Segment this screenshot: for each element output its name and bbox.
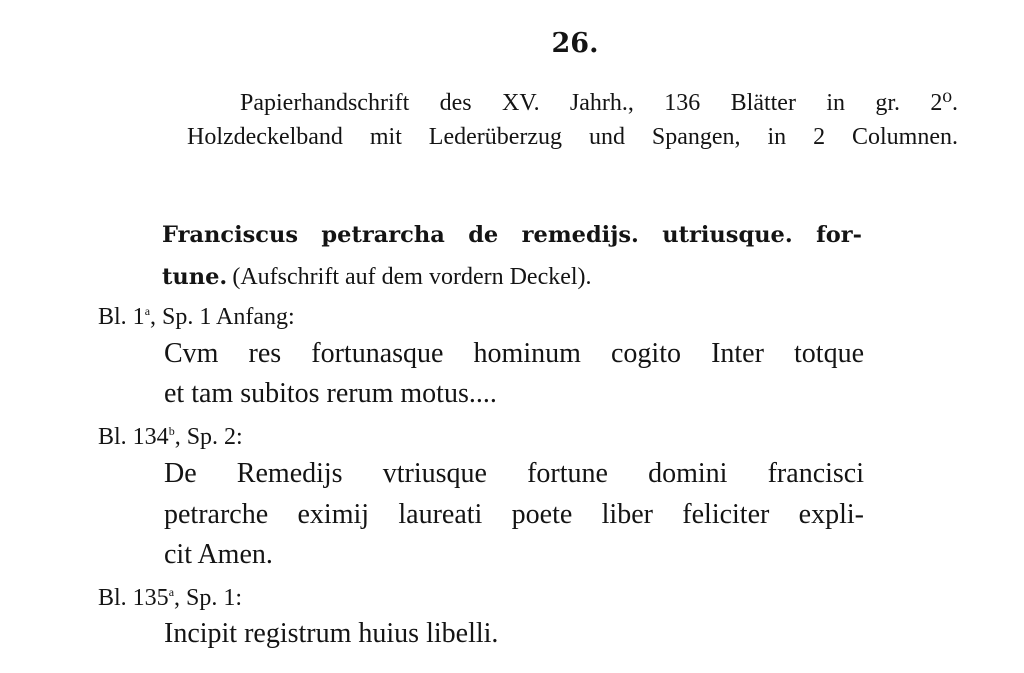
quote-line: cit Amen. bbox=[164, 539, 273, 570]
folio-ref-prefix: Bl. 135 bbox=[98, 585, 169, 611]
folio-ref-prefix: Bl. 134 bbox=[98, 424, 169, 450]
inscription-note: (Aufschrift auf dem vordern Deckel). bbox=[232, 264, 592, 290]
folio-reference bbox=[98, 425, 243, 449]
folio-ref-prefix: Bl. 1 bbox=[98, 304, 145, 330]
work-title-line-1: Franciscus petrarcha de remedijs. utriusque. for- bbox=[162, 222, 862, 248]
page-number: 26. bbox=[551, 28, 599, 59]
quote-line: Cvm res fortunasque hominum cogito Inter totque bbox=[164, 338, 864, 369]
folio-ref-suffix: , Sp. 2: bbox=[174, 424, 243, 450]
manuscript-description-line-1: Papierhandschrift des XV. Jahrh., 136 Blätter in gr. 2⁰. bbox=[240, 90, 958, 116]
folio-reference bbox=[98, 305, 295, 329]
manuscript-description-line-2: Holzdeckelband mit Lederüberzug und Spangen, in 2 Columnen. bbox=[187, 124, 958, 150]
quote-line: et tam subitos rerum motus.... bbox=[164, 378, 497, 409]
quote-line: De Remedijs vtriusque fortune domini francisci bbox=[164, 458, 864, 489]
quote-line: petrarche eximij laureati poete liber feliciter expli- bbox=[164, 499, 864, 530]
folio-ref-side: a bbox=[168, 585, 175, 599]
folio-ref-side: a bbox=[144, 304, 151, 318]
folio-ref-suffix: , Sp. 1: bbox=[174, 585, 243, 611]
folio-reference bbox=[98, 586, 242, 610]
folio-ref-suffix: , Sp. 1 Anfang: bbox=[150, 304, 295, 330]
work-title-end: tune. bbox=[162, 264, 228, 290]
quote-line: Incipit registrum huius libelli. bbox=[164, 618, 499, 649]
work-title-line-2 bbox=[162, 265, 592, 289]
folio-ref-side: b bbox=[168, 424, 175, 438]
